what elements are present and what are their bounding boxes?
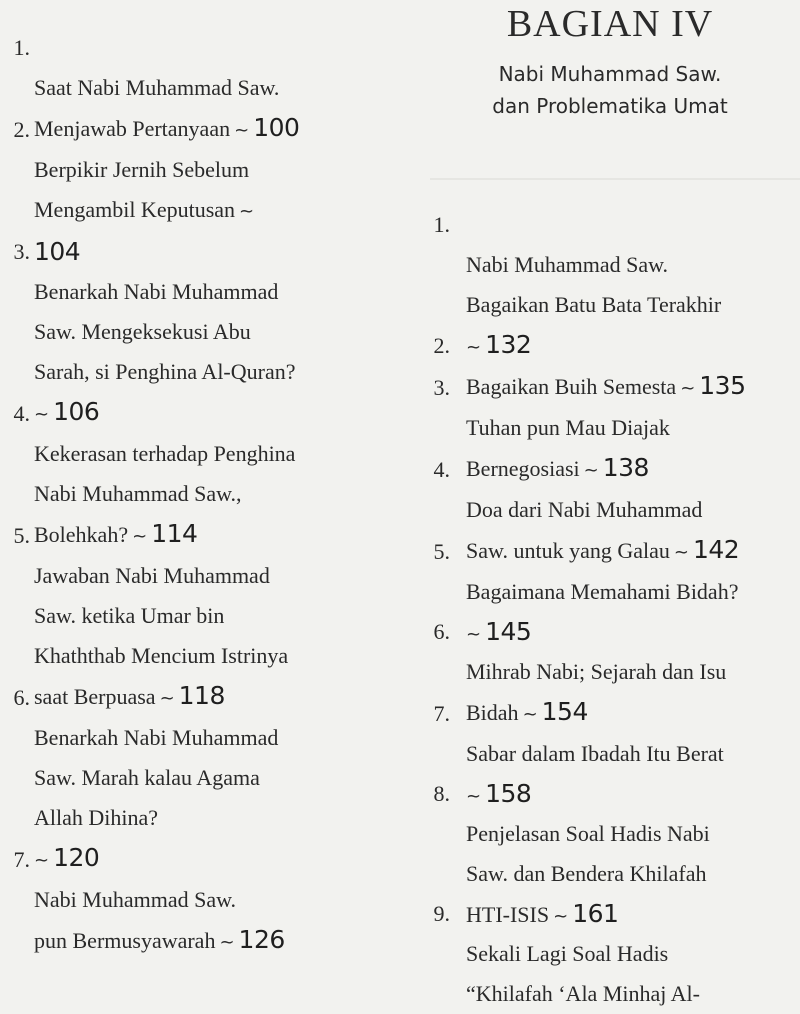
entry-number: 2. — [13, 117, 30, 142]
tilde-separator: ~ — [159, 688, 175, 709]
page-number: 126 — [238, 925, 285, 954]
tilde-separator: ~ — [34, 404, 50, 425]
toc-entry-9 — [420, 894, 800, 1006]
entry-number: 4. — [433, 457, 450, 482]
entry-title: Mihrab Nabi; Sejarah dan Isu Bidah — [466, 659, 727, 725]
page-number: 100 — [253, 113, 300, 142]
entry-number: 1. — [13, 35, 30, 60]
entry-title: Nabi Muhammad Saw. pun Bermusyawarah — [34, 887, 237, 953]
entry-title: Jawaban Nabi Muhammad Saw. ketika Umar bin Khaththab Mencium Istrinya saat Berpuasa — [34, 563, 289, 709]
page-number: 135 — [699, 371, 746, 400]
entry-title: Saat Nabi Muhammad Saw. Menjawab Pertanyaan — [34, 75, 280, 141]
page-number: 104 — [34, 237, 81, 266]
entry-number: 8. — [433, 781, 450, 806]
entry-number: 3. — [13, 239, 30, 264]
entry-number: 7. — [433, 701, 450, 726]
entry-title: Sabar dalam Ibadah Itu Berat — [466, 741, 724, 766]
entry-number: 3. — [433, 375, 450, 400]
entry-title: Sekali Lagi Soal Hadis “Khilafah ‘Ala Minhaj Al- — [466, 941, 700, 1006]
page-number: 145 — [485, 617, 532, 646]
page-number: 106 — [53, 397, 100, 426]
entry-title: Bagaikan Buih Semesta — [466, 374, 677, 399]
tilde-separator: ~ — [466, 624, 482, 645]
section-subtitle-line-2: dan Problematika Umat — [492, 94, 728, 118]
tilde-separator: ~ — [673, 542, 689, 563]
page-number: 142 — [692, 535, 740, 564]
tilde-separator: ~ — [466, 786, 482, 807]
page-number: 138 — [602, 453, 649, 482]
page-number: 161 — [572, 899, 619, 928]
divider — [430, 178, 800, 180]
entry-number: 4. — [13, 401, 30, 426]
tilde-separator: ~ — [522, 704, 538, 725]
entry-number: 7. — [13, 847, 30, 872]
tilde-separator: ~ — [583, 460, 599, 481]
tilde-separator: ~ — [132, 526, 148, 547]
page-number: 132 — [485, 330, 532, 359]
tilde-separator: ~ — [680, 378, 696, 399]
section-subtitle-line-1: Nabi Muhammad Saw. — [498, 62, 722, 86]
entry-title: Benarkah Nabi Muhammad Saw. Marah kalau Agama Allah Dihina? — [34, 725, 279, 830]
entry-title: Benarkah Nabi Muhammad Saw. Mengeksekusi Abu Sarah, si Penghina Al-Quran? — [34, 279, 296, 384]
entry-title: Doa dari Nabi Muhammad Saw. untuk yang Galau — [466, 497, 703, 563]
entry-number: 2. — [433, 333, 450, 358]
entry-title: Tuhan pun Mau Diajak Bernegosiasi — [466, 415, 670, 481]
tilde-separator: ~ — [219, 932, 235, 953]
entry-title: Bagaimana Memahami Bidah? — [466, 579, 739, 604]
entry-number: 5. — [433, 539, 450, 564]
section-subtitle — [420, 58, 800, 122]
tilde-separator: ~ — [239, 201, 255, 222]
page-number: 118 — [178, 681, 225, 710]
entry-number: 5. — [13, 523, 30, 548]
page-number: 158 — [485, 779, 532, 808]
entry-title: Berpikir Jernih Sebelum Mengambil Keputusan — [34, 157, 250, 222]
tilde-separator: ~ — [34, 850, 50, 871]
page-number: 120 — [53, 843, 100, 872]
section-heading: BAGIAN IV — [506, 3, 714, 45]
entry-number: 6. — [13, 685, 30, 710]
entry-number: 6. — [433, 619, 450, 644]
entry-number: 1. — [433, 212, 450, 237]
entry-title: Kekerasan terhadap Penghina Nabi Muhammad Saw., Bolehkah? — [34, 441, 296, 547]
tilde-separator: ~ — [234, 120, 250, 141]
entry-number: 9. — [433, 901, 450, 926]
page-number: 154 — [541, 697, 588, 726]
entry-title: Nabi Muhammad Saw. Bagaikan Batu Bata Terakhir — [466, 252, 722, 317]
tilde-separator: ~ — [553, 906, 569, 927]
tilde-separator: ~ — [466, 337, 482, 358]
entry-title: Penjelasan Soal Hadis Nabi Saw. dan Bendera Khilafah HTI-ISIS — [466, 821, 710, 927]
toc-right-column — [420, 0, 800, 1006]
page-number: 114 — [151, 519, 198, 548]
